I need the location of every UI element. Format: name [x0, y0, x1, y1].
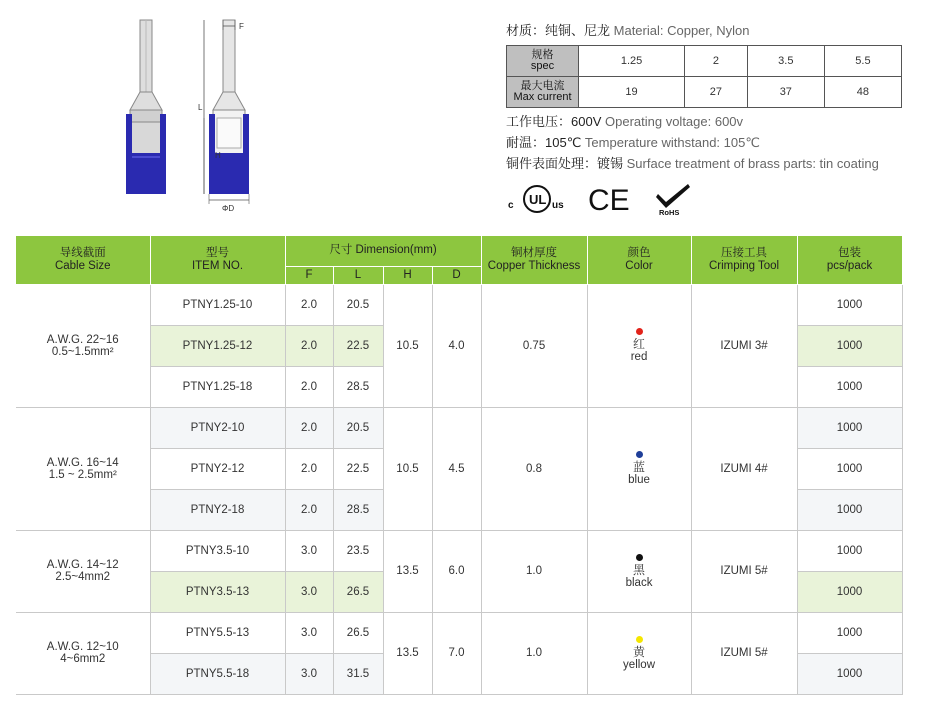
color-cn: 红: [633, 337, 646, 351]
spec-value: 1.25: [579, 46, 685, 77]
item-cell: PTNY5.5-18: [150, 653, 285, 694]
terminal-drawing: [120, 18, 290, 213]
color-cell: [587, 407, 691, 530]
spec-label-cn: 规格: [531, 49, 554, 61]
color-cn: 黑: [633, 562, 646, 577]
h-cell: 10.5: [383, 284, 432, 407]
tool-cell: IZUMI 5#: [691, 530, 797, 612]
cable-size-cell: [16, 284, 150, 407]
header-cable-size: [16, 236, 150, 284]
f-cell: 2.0: [285, 325, 333, 366]
header-tool: [691, 236, 797, 284]
thickness-cell: 0.75: [481, 284, 587, 407]
spec-label: [507, 46, 579, 77]
header-dimension: 尺寸 Dimension(mm): [285, 236, 481, 266]
color-cn: 黄: [633, 644, 646, 659]
temperature-line: [506, 135, 904, 150]
f-cell: 3.0: [285, 571, 333, 612]
item-cell: PTNY5.5-13: [150, 612, 285, 653]
f-cell: 2.0: [285, 284, 333, 325]
table-row: [16, 530, 902, 571]
item-cell: PTNY1.25-10: [150, 284, 285, 325]
header-pack: [797, 236, 902, 284]
ul-c-text: c: [508, 200, 514, 211]
header-d: D: [432, 266, 481, 284]
spec-value: 2: [685, 46, 748, 77]
color-en: yellow: [623, 658, 656, 671]
awg-text: A.W.G. 12~10: [46, 641, 119, 653]
pack-cell: 1000: [797, 489, 902, 530]
size-text: 2.5~4mm2: [55, 571, 111, 583]
product-table: [16, 236, 903, 695]
header-thick-en: Copper Thickness: [487, 259, 581, 272]
cable-size-cell: [16, 612, 150, 694]
l-cell: 26.5: [333, 612, 383, 653]
current-label-cn: 最大电流: [520, 80, 565, 92]
l-cell: 31.5: [333, 653, 383, 694]
dim-h-label: H: [215, 151, 221, 160]
d-cell: 4.5: [432, 407, 481, 530]
f-cell: 3.0: [285, 530, 333, 571]
item-cell: PTNY1.25-12: [150, 325, 285, 366]
header-tool-cn: 压接工具: [721, 246, 768, 259]
h-cell: 10.5: [383, 407, 432, 530]
current-row: [507, 77, 902, 108]
f-cell: 2.0: [285, 489, 333, 530]
tool-cell: IZUMI 4#: [691, 407, 797, 530]
l-cell: 20.5: [333, 284, 383, 325]
d-cell: 4.0: [432, 284, 481, 407]
current-value: 27: [685, 77, 748, 108]
item-cell: PTNY3.5-10: [150, 530, 285, 571]
header-pack-cn: 包装: [838, 246, 862, 259]
voltage-line: [506, 114, 904, 129]
thickness-cell: 1.0: [481, 612, 587, 694]
d-cell: 7.0: [432, 612, 481, 694]
header-item-en: ITEM NO.: [191, 259, 244, 272]
pack-cell: 1000: [797, 407, 902, 448]
color-en: red: [630, 351, 648, 363]
dim-f-label: F: [239, 22, 244, 31]
surface-line: [506, 156, 904, 171]
spec-row: [507, 46, 902, 77]
pack-cell: 1000: [797, 571, 902, 612]
color-cell: [587, 284, 691, 407]
h-cell: 13.5: [383, 530, 432, 612]
header-l: L: [333, 266, 383, 284]
pack-cell: 1000: [797, 448, 902, 489]
item-cell: PTNY2-12: [150, 448, 285, 489]
voltage-en: Operating voltage: 600v: [605, 114, 744, 129]
size-text: 4~6mm2: [60, 653, 106, 665]
ce-cert-icon: [586, 184, 636, 214]
f-cell: 2.0: [285, 448, 333, 489]
ul-cert-icon: [506, 184, 568, 214]
ul-text: UL: [529, 192, 547, 207]
item-cell: PTNY2-10: [150, 407, 285, 448]
current-label-en: Max current: [513, 91, 572, 103]
spec-table: [506, 45, 902, 108]
spec-value: 5.5: [824, 46, 901, 77]
material-line: [506, 20, 904, 39]
temperature-en: Temperature withstand: 105℃: [584, 135, 760, 150]
current-value: 37: [747, 77, 824, 108]
f-cell: 2.0: [285, 366, 333, 407]
l-cell: 26.5: [333, 571, 383, 612]
d-cell: 6.0: [432, 530, 481, 612]
item-cell: PTNY1.25-18: [150, 366, 285, 407]
f-cell: 3.0: [285, 612, 333, 653]
color-cell: [587, 530, 691, 612]
awg-text: A.W.G. 22~16: [46, 333, 119, 346]
pack-cell: 1000: [797, 284, 902, 325]
surface-cn: 铜件表面处理：镀锡: [506, 156, 624, 171]
temperature-cn: 耐温：105℃: [506, 135, 582, 150]
size-text: 1.5 ~ 2.5mm²: [48, 468, 117, 481]
header-item-cn: 型号: [206, 246, 229, 259]
awg-text: A.W.G. 14~12: [46, 559, 119, 571]
dim-l-label: L: [198, 103, 203, 112]
h-cell: 13.5: [383, 612, 432, 694]
l-cell: 22.5: [333, 325, 383, 366]
pack-cell: 1000: [797, 366, 902, 407]
size-text: 0.5~1.5mm²: [51, 345, 114, 358]
certifications: [506, 179, 904, 219]
red-dot-icon: [636, 328, 643, 335]
color-cell: [587, 612, 691, 694]
header-cable-en: Cable Size: [54, 259, 111, 272]
header-f: F: [285, 266, 333, 284]
header-row: [16, 236, 902, 266]
header-pack-en: pcs/pack: [826, 259, 873, 272]
dim-d-label: ΦD: [222, 204, 235, 213]
thickness-cell: 0.8: [481, 407, 587, 530]
header-item-no: [150, 236, 285, 284]
cable-size-cell: [16, 530, 150, 612]
current-label: [507, 77, 579, 108]
pack-cell: 1000: [797, 612, 902, 653]
color-cn: 蓝: [633, 460, 646, 474]
material-cn: 材质：纯铜、尼龙: [506, 23, 611, 38]
current-value: 48: [824, 77, 901, 108]
item-cell: PTNY3.5-13: [150, 571, 285, 612]
color-en: blue: [628, 474, 650, 486]
table-row: [16, 612, 902, 653]
tool-cell: IZUMI 5#: [691, 612, 797, 694]
header-color-en: Color: [625, 259, 653, 272]
ul-us-text: us: [552, 200, 564, 211]
f-cell: 2.0: [285, 407, 333, 448]
voltage-cn: 工作电压：600V: [506, 114, 602, 129]
table-row: [16, 407, 902, 448]
f-cell: 3.0: [285, 653, 333, 694]
ce-text: CE: [588, 184, 630, 214]
black-dot-icon: [636, 554, 643, 561]
header-color-cn: 颜色: [627, 246, 651, 259]
spec-block: [506, 20, 904, 219]
awg-text: A.W.G. 16~14: [46, 456, 119, 469]
pack-cell: 1000: [797, 530, 902, 571]
color-en: black: [625, 576, 653, 589]
table-row: [16, 284, 902, 325]
header-tool-en: Crimping Tool: [708, 259, 780, 272]
rohs-cert-icon: [654, 182, 694, 216]
pack-cell: 1000: [797, 653, 902, 694]
l-cell: 28.5: [333, 366, 383, 407]
l-cell: 23.5: [333, 530, 383, 571]
rohs-text: RoHS: [659, 208, 680, 216]
current-value: 19: [579, 77, 685, 108]
tool-cell: IZUMI 3#: [691, 284, 797, 407]
header-thick-cn: 铜材厚度: [511, 246, 558, 259]
l-cell: 20.5: [333, 407, 383, 448]
l-cell: 22.5: [333, 448, 383, 489]
surface-en: Surface treatment of brass parts: tin coating: [626, 156, 879, 171]
pack-cell: 1000: [797, 325, 902, 366]
cable-size-cell: [16, 407, 150, 530]
spec-value: 3.5: [747, 46, 824, 77]
yellow-dot-icon: [636, 636, 643, 643]
spec-label-en: spec: [530, 60, 555, 72]
header-color: [587, 236, 691, 284]
header-h: H: [383, 266, 432, 284]
header-thickness: [481, 236, 587, 284]
material-en: Material: Copper, Nylon: [613, 23, 750, 38]
item-cell: PTNY2-18: [150, 489, 285, 530]
thickness-cell: 1.0: [481, 530, 587, 612]
l-cell: 28.5: [333, 489, 383, 530]
header-cable-cn: 导线截面: [59, 246, 106, 259]
blue-dot-icon: [636, 451, 643, 458]
